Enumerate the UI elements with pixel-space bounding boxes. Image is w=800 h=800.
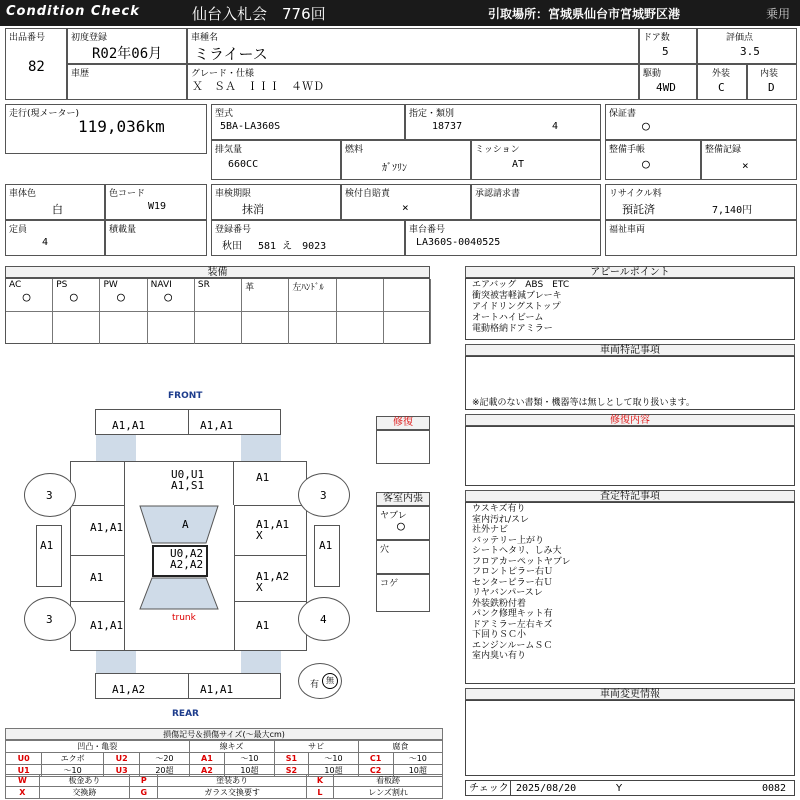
fuel-label: 燃料 [345, 145, 364, 155]
legend-cell: L [306, 787, 333, 799]
text-line: バッテリー上がり [472, 535, 545, 546]
mileage-value: 119,036km [78, 117, 165, 136]
mission-value: AT [512, 159, 525, 170]
equipment-empty [100, 312, 147, 344]
header-title: Condition Check [6, 4, 140, 19]
mirror-left-damage: A1 [40, 539, 54, 552]
cabin-hole-cell [376, 540, 430, 574]
color-code-value: W19 [148, 201, 167, 212]
classification-value: 4 [552, 121, 559, 132]
door-front-left-damage: A1,A1 [90, 521, 124, 534]
color-code-label: 色コード [109, 189, 146, 199]
light-front-right [241, 435, 281, 461]
cabin-yabure-label: ヤブレ [380, 511, 407, 521]
divider [234, 601, 307, 602]
self-ins-label: 検付自賠責 [345, 189, 391, 199]
maint-cell [701, 140, 797, 180]
warranty-cell [605, 104, 797, 140]
interior-value: D [768, 81, 775, 94]
text-line: 室内汚れ/スレ [472, 514, 530, 525]
chassis-value: LA360S-0040525 [416, 237, 501, 248]
legend-cell: 10超 [225, 765, 274, 777]
equipment-label: 左ﾊﾝﾄﾞﾙ [292, 283, 324, 293]
legend-cell: 〜10 [225, 753, 274, 765]
mirror-right-damage: A1 [319, 539, 333, 552]
equipment-empty [337, 312, 384, 344]
text-line: ドアミラー左右キズ [472, 619, 553, 630]
divider [70, 601, 124, 602]
header-bar [0, 0, 800, 26]
front-left-damage: A1,A1 [112, 419, 146, 432]
load-label: 積載量 [109, 225, 137, 235]
rear-label: REAR [172, 709, 199, 719]
reg-no-label: 登録番号 [215, 225, 252, 235]
legend-cell: X [6, 787, 40, 799]
first-reg-cell [67, 28, 187, 64]
special-note: ※記載のない書類・機器等は無しとして取り扱います。 [472, 398, 695, 408]
windshield-damage: A [182, 518, 189, 531]
equipment-col [100, 279, 147, 312]
divider [188, 673, 189, 699]
recycle-label: リサイクル料 [609, 189, 662, 199]
special-panel [465, 356, 795, 410]
legend-cell: C1 [358, 753, 393, 765]
text-line: 室内臭い有り [472, 651, 527, 661]
first-reg-value: R02年06月 [92, 46, 163, 62]
text-line: 衝突被害軽減ブレーキ [472, 291, 562, 301]
lot-cell [5, 28, 67, 100]
equipment-col [148, 279, 195, 312]
door-rear-left-damage: A1 [90, 571, 104, 584]
doors-cell [639, 28, 697, 64]
body-color-label: 車体色 [9, 189, 37, 199]
equipment-col [53, 279, 100, 312]
equipment-title: 装備 [5, 266, 430, 278]
repair-detail-panel [465, 426, 795, 486]
capacity-label: 定員 [9, 225, 28, 235]
legend-cell: 〜20 [140, 753, 189, 765]
welfare-label: 福祉車両 [609, 225, 646, 235]
self-ins-cell [341, 184, 471, 220]
legend-cell: ガラス交換要す [158, 787, 306, 799]
exterior-value: C [718, 81, 725, 94]
equipment-empty [195, 312, 242, 344]
divider [70, 505, 124, 506]
interior-cell [747, 64, 797, 100]
rear-window [124, 577, 234, 611]
grade-label: グレード・仕様 [191, 69, 255, 79]
text-line: フロアカーペットヤブレ [472, 556, 571, 567]
equipment-value: ○ [22, 290, 31, 305]
wheel-rear-left-value: 3 [46, 613, 53, 626]
mirror-right [314, 525, 340, 587]
car-diagram [0, 385, 370, 725]
displacement-value: 660CC [228, 159, 259, 170]
warranty-label: 保証書 [609, 109, 637, 119]
equipment-label: PS [56, 280, 68, 290]
recycle-fee: 7,140円 [712, 205, 753, 216]
reg-no-value: 秋田 581 え 9023 [222, 241, 327, 252]
text-line: 電動格納ドアミラー [472, 324, 553, 334]
equipment-empty [242, 312, 289, 344]
mileage-cell [5, 104, 207, 154]
legend-cell: U2 [103, 753, 139, 765]
wheel-rear-right-value: 4 [320, 613, 327, 626]
doors-value: 5 [662, 45, 669, 58]
exterior-cell [697, 64, 747, 100]
maint-label: 整備記録 [705, 145, 742, 155]
light-front-left [96, 435, 136, 461]
legend-table-2 [5, 774, 443, 799]
model-cell [187, 28, 639, 64]
legend-cell: 〜10 [309, 753, 358, 765]
legend-cell: 10超 [309, 765, 358, 777]
chassis-label: 車台番号 [409, 225, 446, 235]
quarter-left-damage: A1,A1 [90, 619, 124, 632]
inspection-value: 抹消 [242, 203, 264, 216]
legend-cell: U0 [6, 753, 42, 765]
equipment-label: PW [103, 280, 118, 290]
cabin-title: 客室内張 [376, 492, 430, 506]
windshield [124, 505, 234, 545]
text-line: 社外ナビ [472, 525, 509, 535]
legend-cell: A2 [189, 765, 225, 777]
first-reg-label: 初度登録 [71, 33, 108, 43]
quarter-right-damage: A1 [256, 619, 270, 632]
legend-table [5, 740, 443, 777]
model-value: ミライース [194, 45, 268, 63]
text-line: リヤバンパースレ [472, 588, 543, 598]
text-line: 下回りＳＣ小 [472, 630, 527, 640]
divider [124, 505, 125, 651]
appeal-panel [465, 278, 795, 340]
equipment-empty [148, 312, 195, 344]
divider [70, 555, 124, 556]
auction-name: 仙台入札会 776回 [192, 5, 326, 23]
inspection-cell [211, 184, 341, 220]
divider [234, 505, 307, 506]
check-footer [465, 780, 795, 796]
vehicle-category: 乗用 [766, 7, 791, 21]
door-rr-text: A1,A2 X [256, 570, 290, 594]
spare-label: 有 [310, 680, 320, 690]
legend-cell: S2 [274, 765, 309, 777]
legend-cell: P [130, 775, 158, 787]
equipment-empty [289, 312, 336, 344]
appeal-title: アピールポイント [465, 266, 795, 278]
legend-cell: U3 [103, 765, 139, 777]
light-rear-right [241, 651, 281, 673]
text-line: エアバッグ ABS ETC [472, 280, 570, 290]
equipment-empty [6, 312, 53, 344]
front-right-damage: A1,A1 [200, 419, 234, 432]
inspection-label: 車検期限 [215, 189, 252, 199]
door-fr-text: A1,A1 X [256, 518, 290, 542]
approval-cell [471, 184, 601, 220]
lot-label: 出品番号 [9, 33, 46, 43]
wheel-front-left-value: 3 [46, 489, 53, 502]
legend-cell: A1 [189, 753, 225, 765]
repair-title: 修復 [376, 416, 430, 430]
color-code-cell [105, 184, 207, 220]
legend-cell: 塗装あり [158, 775, 306, 787]
score-value: 3.5 [740, 45, 760, 58]
legend-cell: 看板跡 [334, 775, 443, 787]
legend-cell: 10超 [393, 765, 442, 777]
text-line: エンジンルームＳＣ [472, 640, 553, 651]
designation-value: 18737 [432, 121, 463, 132]
designation-label: 指定・類別 [409, 109, 455, 119]
legend-group: 腐食 [358, 741, 442, 753]
mission-cell [471, 140, 601, 180]
type-value: 5BA-LA360S [220, 121, 281, 132]
legend-cell: W [6, 775, 40, 787]
mirror-left [36, 525, 62, 587]
text-line: オートハイビーム [472, 313, 544, 323]
recycle-cell [605, 184, 797, 220]
type-cell [211, 104, 405, 140]
mission-label: ミッション [475, 145, 520, 155]
lot-number: 82 [28, 59, 45, 75]
legend-cell: K [306, 775, 333, 787]
history-label: 車歴 [71, 69, 90, 79]
fuel-cell [341, 140, 471, 180]
trunk-label: trunk [172, 613, 196, 623]
equipment-label: 革 [245, 283, 255, 293]
legend-cell: C2 [358, 765, 393, 777]
spare-value: 無 [322, 673, 338, 689]
model-label: 車種名 [191, 33, 219, 43]
equipment-label: AC [9, 280, 22, 290]
door-front-right-damage [256, 519, 289, 541]
doors-label: ドア数 [643, 33, 670, 43]
text-line: センターピラー右Ｕ [472, 577, 553, 588]
grade-value: Ｘ ＳＡ ＩＩＩ ４ＷＤ [192, 80, 324, 93]
body-color-cell [5, 184, 105, 220]
assessment-panel [465, 502, 795, 684]
cabin-yabure-cell [376, 506, 430, 540]
legend-cell: レンズ割れ [334, 787, 443, 799]
front-label: FRONT [168, 391, 203, 401]
light-rear-left [96, 651, 136, 673]
rear-left-damage: A1,A2 [112, 683, 146, 696]
check-label: チェック [469, 783, 509, 794]
equipment-col [195, 279, 242, 312]
legend-cell: 交換跡 [39, 787, 129, 799]
equipment-col [289, 279, 336, 312]
text-line: シートヘタリ、しみ大 [472, 546, 562, 556]
maint-value: × [742, 159, 749, 172]
displacement-label: 排気量 [215, 145, 243, 155]
load-cell [105, 220, 207, 256]
legend-cell: 板金あり [39, 775, 129, 787]
rear-right-damage: A1,A1 [200, 683, 234, 696]
displacement-cell [211, 140, 341, 180]
special-title: 車両特記事項 [465, 344, 795, 356]
legend-title: 損傷記号＆損傷サイズ(〜最大cm) [5, 728, 443, 740]
legend-cell: S1 [274, 753, 309, 765]
warranty-value: ○ [642, 119, 650, 134]
equipment-empty [53, 312, 100, 344]
check-initial: Y [616, 783, 623, 794]
fuel-value: ｶﾞｿﾘﾝ [382, 163, 407, 174]
exterior-label: 外装 [712, 69, 731, 79]
legend-cell: 20超 [140, 765, 189, 777]
drive-value: 4WD [656, 81, 676, 94]
equipment-value: ○ [164, 290, 173, 305]
legend-group: 線キズ [189, 741, 274, 753]
legend-cell: 〜10 [42, 765, 104, 777]
legend-group: サビ [274, 741, 358, 753]
welfare-cell [605, 220, 797, 256]
type-label: 型式 [215, 109, 234, 119]
grade-cell [187, 64, 639, 100]
hood-damage [171, 469, 204, 491]
divider [234, 505, 235, 651]
score-label: 評価点 [726, 33, 754, 43]
divider [188, 409, 189, 435]
change-panel [465, 700, 795, 776]
legend-cell: エクボ [42, 753, 104, 765]
check-date: 2025/08/20 [516, 783, 577, 794]
text-line: アイドリングストップ [472, 302, 561, 312]
assessment-title: 査定特記事項 [465, 490, 795, 502]
hood-right-damage: A1 [256, 471, 270, 484]
mileage-label: 走行(現メーター) [9, 109, 80, 119]
pickup-location: 引取場所：宮城県仙台市宮城野区港 [488, 7, 681, 21]
drive-label: 駆動 [643, 69, 662, 79]
equipment-grid [5, 278, 430, 344]
roof-damage-text: U0,A2 A2,A2 [170, 547, 204, 571]
score-cell [697, 28, 797, 64]
history-cell [67, 64, 187, 100]
cabin-burn-label: コゲ [380, 579, 399, 589]
equipment-empty [384, 312, 431, 344]
divider [510, 781, 511, 795]
capacity-cell [5, 220, 105, 256]
self-ins-value: × [402, 201, 409, 214]
equipment-col [6, 279, 53, 312]
cabin-hole-label: 穴 [380, 545, 390, 555]
repair-box [376, 430, 430, 464]
cabin-yabure-value: ○ [397, 519, 405, 534]
check-serial: 0082 [762, 783, 787, 794]
divider [234, 555, 307, 556]
text-line: ウスキズ有り [472, 504, 526, 514]
reg-no-cell [211, 220, 405, 256]
chassis-cell [405, 220, 601, 256]
repair-detail-title: 修復内容 [465, 414, 795, 426]
designation-cell [405, 104, 601, 140]
legend-cell: 〜10 [393, 753, 442, 765]
equipment-value: ○ [69, 290, 78, 305]
cabin-burn-cell [376, 574, 430, 612]
text-line: 外装鉄粉付着 [472, 598, 527, 609]
text-line: パンク修理キット有 [472, 609, 553, 619]
recycle-status: 預託済 [622, 203, 655, 216]
hood-damage-text: U0,U1 A1,S1 [171, 468, 205, 492]
wheel-front-right-value: 3 [320, 489, 327, 502]
capacity-value: 4 [42, 237, 49, 248]
manual-label: 整備手帳 [609, 145, 646, 155]
equipment-label: NAVI [150, 280, 172, 290]
manual-value: ○ [642, 157, 650, 172]
equipment-value: ○ [117, 290, 125, 305]
text-line: フロントピラー右Ｕ [472, 567, 554, 577]
legend-group: 凹凸・亀裂 [6, 741, 190, 753]
manual-cell [605, 140, 701, 180]
legend-cell: G [130, 787, 158, 799]
drive-cell [639, 64, 697, 100]
roof-damage [170, 548, 203, 570]
approval-label: 承認請求書 [475, 189, 521, 199]
door-rear-right-damage [256, 571, 289, 593]
equipment-col [337, 279, 384, 312]
equipment-col [384, 279, 431, 312]
legend-cell: U1 [6, 765, 42, 777]
equipment-label: SR [197, 280, 210, 290]
body-color-value: 白 [52, 203, 63, 216]
change-title: 車両変更情報 [465, 688, 795, 700]
interior-label: 内装 [760, 69, 779, 79]
equipment-col [242, 279, 289, 312]
